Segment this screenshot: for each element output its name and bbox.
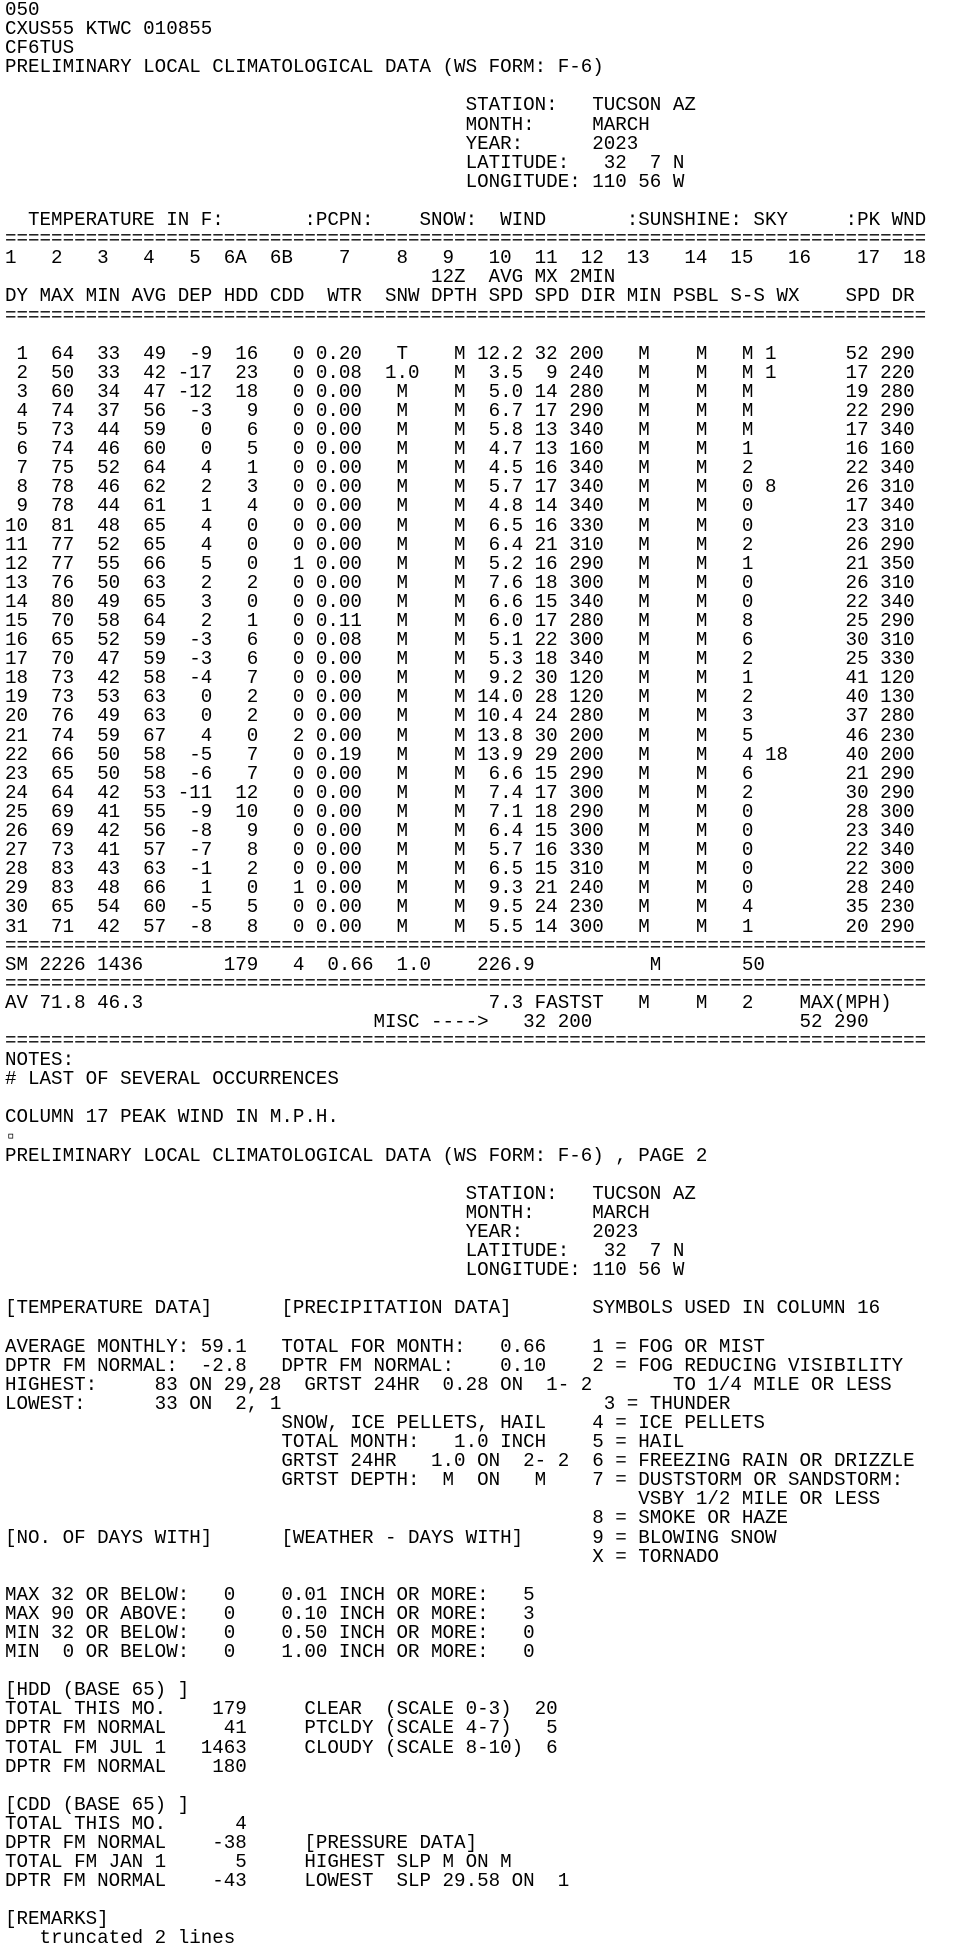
- report-line: TOTAL THIS MO. 4: [5, 1812, 247, 1835]
- report-line: TOTAL FM JUL 1 1463 CLOUDY (SCALE 8-10) 6: [5, 1736, 558, 1759]
- report-line: 30 65 54 60 -5 5 0 0.00 M M 9.5 24 230 M M 4 35 230: [5, 896, 915, 919]
- report-line: DY MAX MIN AVG DEP HDD CDD WTR SNW DPTH SPD SPD DIR MIN PSBL S-S WX SPD DR: [5, 285, 915, 308]
- report-line: 17 70 47 59 -3 6 0 0.00 M M 5.3 18 340 M M 2 25 330: [5, 648, 915, 671]
- report-line: PRELIMINARY LOCAL CLIMATOLOGICAL DATA (WS FORM: F-6) , PAGE 2: [5, 1144, 708, 1167]
- report-line: [5, 1318, 969, 1337]
- report-line: 15 70 58 64 2 1 0 0.11 M M 6.0 17 280 M M 8 25 290: [5, 610, 915, 632]
- report-line: 14 80 49 65 3 0 0 0.00 M M 6.6 15 340 M M 0 22 340: [5, 590, 915, 613]
- report-line: 19 73 53 63 0 2 0 0.00 M M 14.0 28 120 M M 2 40 130: [5, 686, 915, 709]
- report-line: 28 83 43 63 -1 2 0 0.00 M M 6.5 15 310 M M 0 22 300: [5, 858, 915, 881]
- report-line: YEAR: 2023: [5, 1221, 639, 1243]
- report-line: ================================================================================: [5, 228, 927, 251]
- report-line: truncated 2 lines: [5, 1927, 236, 1949]
- report-line: 050: [5, 0, 40, 21]
- report-line: DPTR FM NORMAL 41 PTCLDY (SCALE 4-7) 5: [5, 1717, 558, 1740]
- report-line: 5 73 44 59 0 6 0 0.00 M M 5.8 13 340 M M M 17 340: [5, 419, 915, 442]
- report-line: [5, 1777, 969, 1796]
- report-line: [CDD (BASE 65) ]: [5, 1793, 190, 1816]
- report-line: DPTR FM NORMAL: -2.8 DPTR FM NORMAL: 0.10 2 = FOG REDUCING VISIBILITY: [5, 1354, 904, 1377]
- report-line: GRTST 24HR 1.0 ON 2- 2 6 = FREEZING RAIN OR DRIZZLE: [5, 1450, 915, 1473]
- report-line: 13 76 50 63 2 2 0 0.00 M M 7.6 18 300 M M 0 26 310: [5, 571, 915, 594]
- report-line: TEMPERATURE IN F: :PCPN: SNOW: WIND :SUNSHINE: SKY :PK WND: [5, 209, 927, 232]
- report-line: [5, 1891, 969, 1910]
- report-line: 25 69 41 55 -9 10 0 0.00 M M 7.1 18 290 M M 0 28 300: [5, 800, 915, 823]
- report-line: DPTR FM NORMAL -43 LOWEST SLP 29.58 ON 1: [5, 1870, 570, 1893]
- report-line: VSBY 1/2 MILE OR LESS: [5, 1488, 881, 1511]
- report-line: [HDD (BASE 65) ]: [5, 1679, 190, 1702]
- report-line: 31 71 42 57 -8 8 0 0.00 M M 5.5 14 300 M M 1 20 290: [5, 915, 915, 938]
- report-line: 1 64 33 49 -9 16 0 0.20 T M 12.2 32 200 M M M 1 52 290: [5, 342, 915, 365]
- report-line: MISC ----> 32 200 52 290: [5, 1010, 869, 1033]
- report-line: MAX 90 OR ABOVE: 0 0.10 INCH OR MORE: 3: [5, 1602, 535, 1625]
- report-line: 7 75 52 64 4 1 0 0.00 M M 4.5 16 340 M M 2 22 340: [5, 457, 915, 480]
- report-line: 22 66 50 58 -5 7 0 0.19 M M 13.9 29 200 M M 4 18 40 200: [5, 743, 915, 766]
- report-line: [REMARKS]: [5, 1908, 109, 1931]
- report-line: PRELIMINARY LOCAL CLIMATOLOGICAL DATA (WS FORM: F-6): [5, 56, 604, 79]
- report-line: 1 2 3 4 5 6A 6B 7 8 9 10 11 12 13 14 15 16 17 18: [5, 247, 927, 270]
- report-line: TOTAL FM JAN 1 5 HIGHEST SLP M ON M: [5, 1851, 512, 1874]
- report-line: 21 74 59 67 4 0 2 0.00 M M 13.8 30 200 M M 5 46 230: [5, 724, 915, 747]
- report-line: TOTAL MONTH: 1.0 INCH 5 = HAIL: [5, 1431, 685, 1454]
- report-line: SNOW, ICE PELLETS, HAIL 4 = ICE PELLETS: [5, 1411, 765, 1434]
- report-line: 3 60 34 47 -12 18 0 0.00 M M 5.0 14 280 M M M 19 280: [5, 380, 915, 403]
- report-line: YEAR: 2023: [5, 132, 639, 155]
- report-line: DPTR FM NORMAL -38 [PRESSURE DATA]: [5, 1832, 478, 1854]
- report-line: 29 83 48 66 1 0 1 0.00 M M 9.3 21 240 M M 0 28 240: [5, 877, 915, 900]
- report-line: 26 69 42 56 -8 9 0 0.00 M M 6.4 15 300 M M 0 23 340: [5, 820, 915, 843]
- report-line: 9 78 44 61 1 4 0 0.00 M M 4.8 14 340 M M 0 17 340: [5, 495, 915, 518]
- report-line: LONGITUDE: 110 56 W: [5, 170, 685, 193]
- report-line: 4 74 37 56 -3 9 0 0.00 M M 6.7 17 290 M M M 22 290: [5, 399, 915, 422]
- report-line: MAX 32 OR BELOW: 0 0.01 INCH OR MORE: 5: [5, 1583, 535, 1606]
- report-line: 16 65 52 59 -3 6 0 0.08 M M 5.1 22 300 M M 6 30 310: [5, 629, 915, 652]
- report-line: 23 65 50 58 -6 7 0 0.00 M M 6.6 15 290 M M 6 21 290: [5, 762, 915, 785]
- report-line: LATITUDE: 32 7 N: [5, 1240, 685, 1263]
- report-line: HIGHEST: 83 ON 29,28 GRTST 24HR 0.28 ON 1- 2 TO 1/4 MILE OR LESS: [5, 1373, 892, 1396]
- report-line: 27 73 41 57 -7 8 0 0.00 M M 5.7 16 330 M M 0 22 340: [5, 839, 915, 862]
- report-line: SM 2226 1436 179 4 0.66 1.0 226.9 M 50: [5, 953, 765, 976]
- report-line: STATION: TUCSON AZ: [5, 94, 696, 117]
- report-line: 12Z AVG MX 2MIN: [5, 266, 616, 289]
- report-line: 12 77 55 66 5 0 1 0.00 M M 5.2 16 290 M M 1 21 350: [5, 552, 915, 575]
- report-line: 20 76 49 63 0 2 0 0.00 M M 10.4 24 280 M M 3 37 280: [5, 705, 915, 728]
- report-line: 6 74 46 60 0 5 0 0.00 M M 4.7 13 160 M M 1 16 160: [5, 438, 915, 461]
- report-line: [5, 1166, 969, 1185]
- report-line: CF6TUS: [5, 37, 75, 60]
- report-line: LOWEST: 33 ON 2, 1 3 = THUNDER: [5, 1392, 731, 1415]
- report-line: [NO. OF DAYS WITH] [WEATHER - DAYS WITH] 9 = BLOWING SNOW: [5, 1526, 777, 1549]
- report-line: [TEMPERATURE DATA] [PRECIPITATION DATA] SYMBOLS USED IN COLUMN 16: [5, 1297, 881, 1320]
- report-line: X = TORNADO: [5, 1545, 719, 1568]
- report-line: CXUS55 KTWC 010855: [5, 18, 213, 41]
- report-line: 11 77 52 65 4 0 0 0.00 M M 6.4 21 310 M M 2 26 290: [5, 533, 915, 556]
- report-line: AV 71.8 46.3 7.3 FASTST M M 2 MAX(MPH): [5, 991, 892, 1014]
- report-line: 10 81 48 65 4 0 0 0.00 M M 6.5 16 330 M M 0 23 310: [5, 514, 915, 537]
- report-line: MONTH: MARCH: [5, 113, 650, 136]
- report-line: ================================================================================: [5, 934, 927, 957]
- report-line: 2 50 33 42 -17 23 0 0.08 1.0 M 3.5 9 240 M M M 1 17 220: [5, 361, 915, 384]
- report-line: ================================================================================: [5, 304, 927, 327]
- report-line: [5, 326, 969, 345]
- report-line: NOTES:: [5, 1049, 75, 1072]
- report-line: LATITUDE: 32 7 N: [5, 151, 685, 174]
- report-line: # LAST OF SEVERAL OCCURRENCES: [5, 1068, 339, 1091]
- report-line: TOTAL THIS MO. 179 CLEAR (SCALE 0-3) 20: [5, 1698, 558, 1721]
- report-line: COLUMN 17 PEAK WIND IN M.P.H.: [5, 1106, 339, 1129]
- report-line: 8 = SMOKE OR HAZE: [5, 1507, 788, 1530]
- report-line: ================================================================================: [5, 972, 927, 995]
- report-line: MIN 32 OR BELOW: 0 0.50 INCH OR MORE: 0: [5, 1621, 535, 1644]
- report-line: DPTR FM NORMAL 180: [5, 1755, 247, 1778]
- report-line: 18 73 42 58 -4 7 0 0.00 M M 9.2 30 120 M M 1 41 120: [5, 667, 915, 690]
- report-line: STATION: TUCSON AZ: [5, 1182, 696, 1205]
- report-line: 24 64 42 53 -11 12 0 0.00 M M 7.4 17 300 M M 2 30 290: [5, 781, 915, 804]
- report-line: AVERAGE MONTHLY: 59.1 TOTAL FOR MONTH: 0.66 1 = FOG OR MIST: [5, 1335, 765, 1358]
- report-line: ================================================================================: [5, 1030, 927, 1053]
- report-line: LONGITUDE: 110 56 W: [5, 1259, 685, 1282]
- report-line: MONTH: MARCH: [5, 1201, 650, 1224]
- report-line: [5, 1567, 969, 1586]
- report-line: GRTST DEPTH: M ON M 7 = DUSTSTORM OR SANDSTORM:: [5, 1469, 904, 1492]
- report-line: ▫: [5, 1125, 17, 1148]
- report-line: MIN 0 OR BELOW: 0 1.00 INCH OR MORE: 0: [5, 1641, 535, 1664]
- report-line: 8 78 46 62 2 3 0 0.00 M M 5.7 17 340 M M 0 8 26 310: [5, 476, 915, 499]
